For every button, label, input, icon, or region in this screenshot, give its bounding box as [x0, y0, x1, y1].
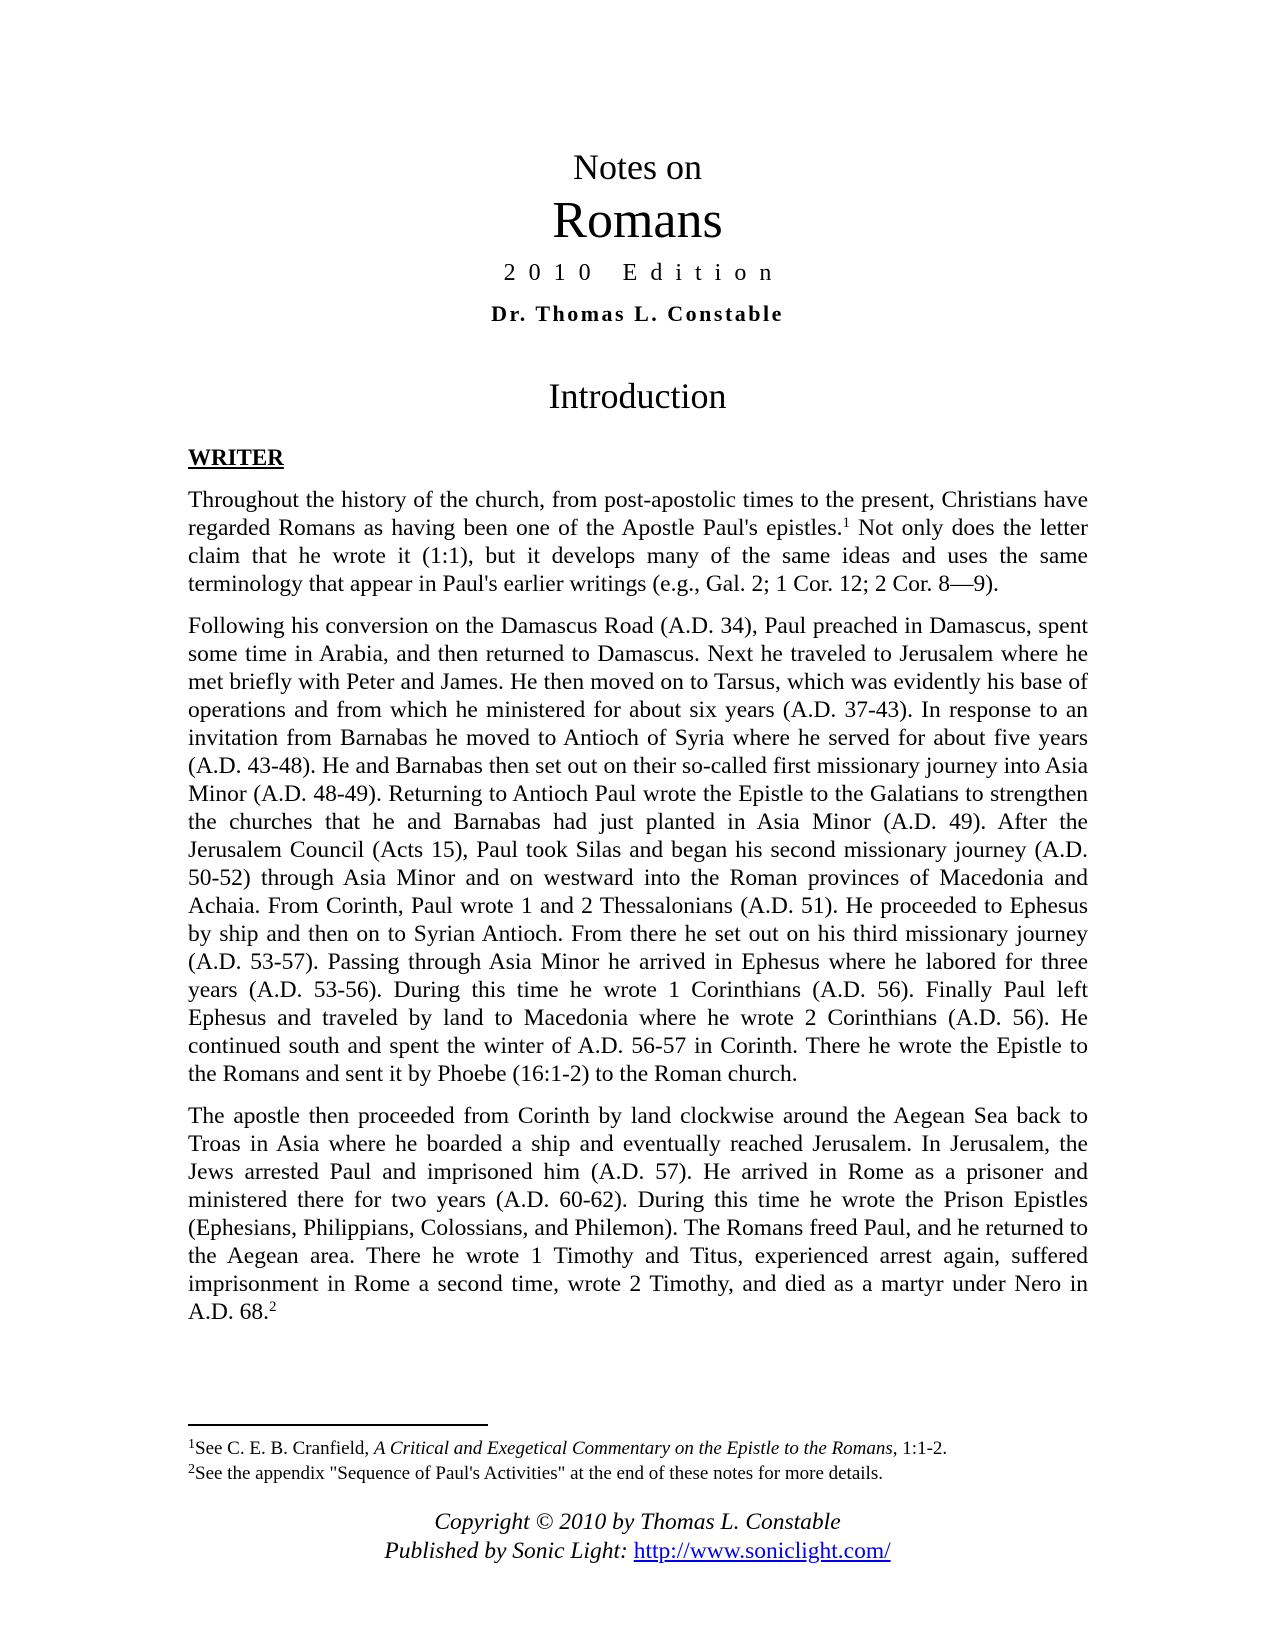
publisher-line	[0, 1537, 1275, 1566]
footnote-1-book-title: A Critical and Exegetical Commentary on the Epistle to the Romans	[373, 1438, 893, 1459]
footnote-1-text-end: , 1:1-2.	[892, 1438, 948, 1459]
paragraph-1	[188, 486, 1088, 598]
introduction-heading: Introduction	[548, 376, 727, 416]
footnote-ref-1[interactable]: 1	[842, 515, 850, 531]
footnote-1-number: 1	[188, 1437, 195, 1452]
author-name: Dr. Thomas L. Constable	[491, 301, 784, 326]
footnote-2	[188, 1461, 1088, 1486]
title-line-notes-on: Notes on	[573, 147, 702, 187]
paragraph-3	[188, 1102, 1088, 1326]
book-title: Romans	[552, 192, 723, 249]
footnotes	[188, 1436, 1088, 1486]
title-block	[0, 146, 1275, 328]
edition-label: 2010 Edition	[503, 260, 785, 286]
paragraph-1-text-start: Throughout the history of the church, from post-apostolic times to the present, Christians have regarded Romans as having been one of the Apostle Paul's epistles.	[188, 487, 1088, 541]
copyright-block	[0, 1508, 1275, 1566]
footnote-ref-2[interactable]: 2	[268, 1299, 277, 1315]
publisher-label: Published by Sonic Light:	[384, 1538, 634, 1564]
paragraph-3-text: The apostle then proceeded from Corinth by land clockwise around the Aegean Sea back to Troas in Asia where he boarded a ship and eventually reached Jerusalem. In Jerusalem, the Jews arrested Paul and imprisoned him (A.D. 57). He arrived in Rome as a prisoner and ministered there for two years (A.D. 60-62). During this time he wrote the Prison Epistles (Ephesians, Philippians, Colossians, and Philemon). The Romans freed Paul, and he returned to the Aegean area. There he wrote 1 Timothy and Titus, experienced arrest again, suffered imprisonment in Rome a second time, wrote 2 Timothy, and died as a martyr under Nero in A.D. 68.	[188, 1103, 1088, 1325]
copyright-line: Copyright © 2010 by Thomas L. Constable	[434, 1509, 841, 1535]
footnote-1-text-start: See C. E. B. Cranfield,	[195, 1438, 374, 1459]
footnote-divider	[188, 1424, 488, 1426]
publisher-link[interactable]: http://www.soniclight.com/	[633, 1538, 891, 1564]
section-heading-writer: WRITER	[188, 445, 284, 470]
footnote-1	[188, 1436, 1088, 1461]
paragraph-2: Following his conversion on the Damascus Road (A.D. 34), Paul preached in Damascus, spent some time in Arabia, and then returned to Damascus. Next he traveled to Jerusalem where he met briefly with Peter and James. He then moved on to Tarsus, which was evidently his base of operations and from which he ministered for about six years (A.D. 37-43). In response to an invitation from Barnabas he moved to Antioch of Syria where he served for about five years (A.D. 43-48). He and Barnabas then set out on their so-called first missionary journey into Asia Minor (A.D. 48-49). Returning to Antioch Paul wrote the Epistle to the Galatians to strengthen the churches that he and Barnabas had just planted in Asia Minor (A.D. 49). After the Jerusalem Council (Acts 15), Paul took Silas and began his second missionary journey (A.D. 50-52) through Asia Minor and on westward into the Roman provinces of Macedonia and Achaia. From Corinth, Paul wrote 1 and 2 Thessalonians (A.D. 51). He proceeded to Ephesus by ship and then on to Syrian Antioch. From there he set out on his third missionary journey (A.D. 53-57). Passing through Asia Minor he arrived in Ephesus where he labored for three years (A.D. 53-56). During this time he wrote 1 Corinthians (A.D. 56). Finally Paul left Ephesus and traveled by land to Macedonia where he wrote 2 Corinthians (A.D. 56). He continued south and spent the winter of A.D. 56-57 in Corinth. There he wrote the Epistle to the Romans and sent it by Phoebe (16:1-2) to the Roman church.	[188, 613, 1088, 1087]
paragraph-1-text-end: Not only does the letter claim that he wrote it (1:1), but it develops many of the same ideas and uses the same terminology that appear in Paul's earlier writings (e.g., Gal. 2; 1 Cor. 12; 2 Cor. 8—9).	[188, 515, 1088, 597]
footnote-2-number: 2	[188, 1462, 195, 1477]
footnote-2-text: See the appendix "Sequence of Paul's Activities" at the end of these notes for more details.	[195, 1463, 883, 1484]
body-text	[188, 444, 1088, 1340]
